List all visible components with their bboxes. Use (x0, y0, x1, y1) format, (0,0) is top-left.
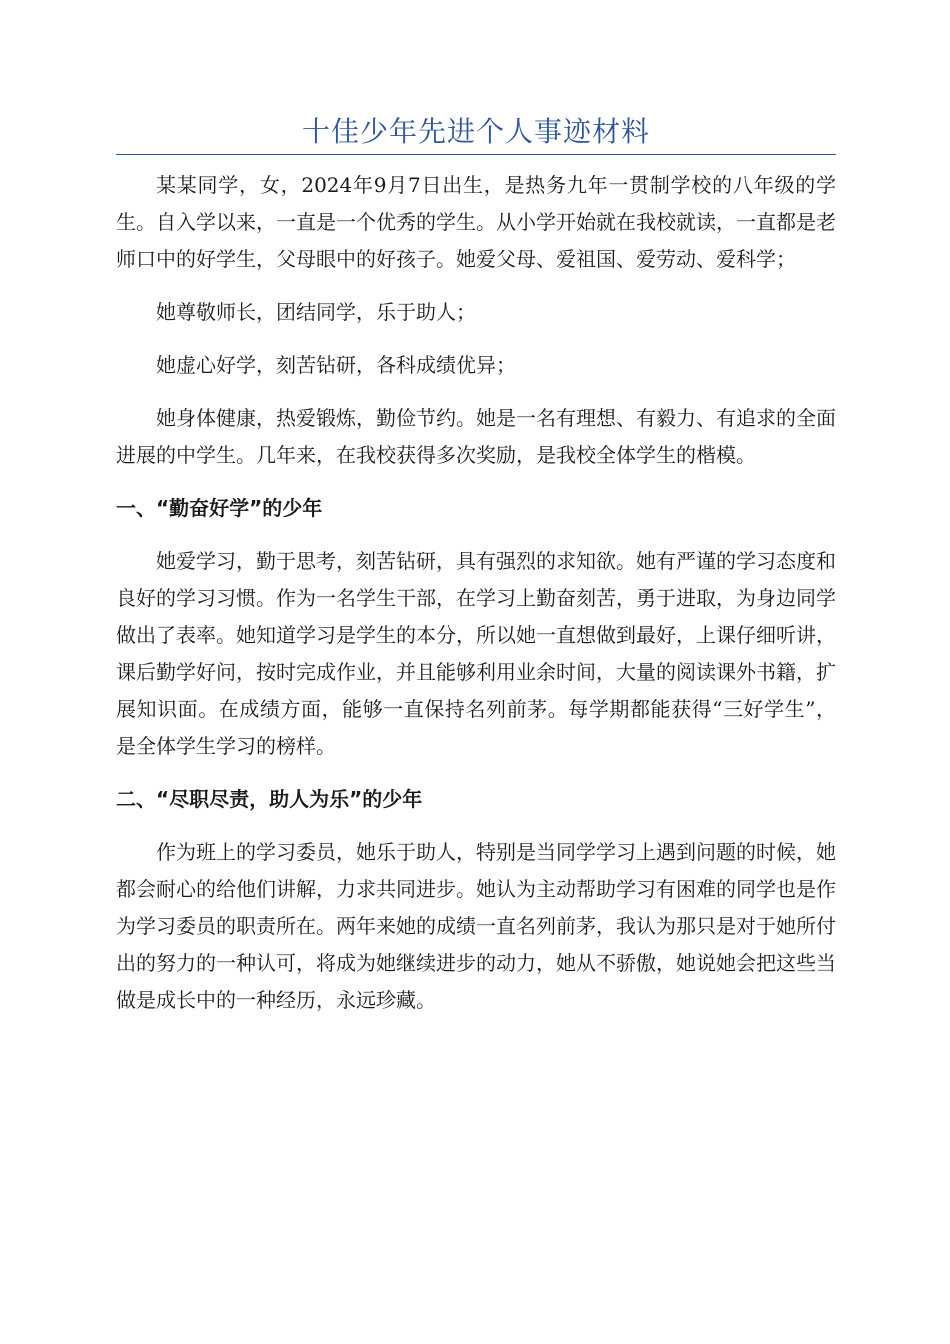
title-underline (116, 154, 836, 155)
section-2-heading: 二、“尽职尽责，助人为乐”的少年 (116, 787, 423, 811)
section-1-paragraph: 她爱学习，勤于思考，刻苦钻研，具有强烈的求知欲。她有严谨的学习态度和良好的学习习惯。作为一名学生干部，在学习上勤奋刻苦，勇于进取，为身边同学做出了表率。她知道学习是学生的本分，所以她一直想做到最好，上课仔细听讲，课后勤学好问，按时完成作业，并且能够利用业余时间，大量的阅读课外书籍，扩展知识面。在成绩方面，能够一直保持名列前茅。每学期都能获得“三好学生”，是全体学生学习的榜样。 (116, 549, 836, 758)
section-1-heading: 一、“勤奋好学”的少年 (116, 496, 323, 520)
section-2-paragraph: 作为班上的学习委员，她乐于助人，特别是当同学学习上遇到问题的时候，她都会耐心的给他们讲解，力求共同进步。她认为主动帮助学习有困难的同学也是作为学习委员的职责所在。两年来她的成绩一直名列前茅，我认为那只是对于她所付出的努力的一种认可，将成为她继续进步的动力，她从不骄傲，她说她会把这些当做是成长中的一种经历，永远珍藏。 (116, 840, 836, 1012)
intro-paragraph-3: 她虚心好学，刻苦钻研，各科成绩优异； (156, 353, 516, 377)
intro-paragraph-2: 她尊敬师长，团结同学，乐于助人； (156, 300, 476, 324)
intro-paragraph-4: 她身体健康，热爱锻炼，勤俭节约。她是一名有理想、有毅力、有追求的全面进展的中学生。几年来，在我校获得多次奖励，是我校全体学生的楷模。 (116, 406, 836, 467)
document-title: 十佳少年先进个人事迹材料 (301, 115, 650, 148)
intro-paragraph-1: 某某同学，女，2024年9月7日出生，是热务九年一贯制学校的八年级的学生。自入学以来，一直是一个优秀的学生。从小学开始就在我校就读，一直都是老师口中的好学生，父母眼中的好孩子。她爱父母、爱祖国、爱劳动、爱科学； (116, 173, 836, 271)
document-page (116, 112, 836, 1035)
